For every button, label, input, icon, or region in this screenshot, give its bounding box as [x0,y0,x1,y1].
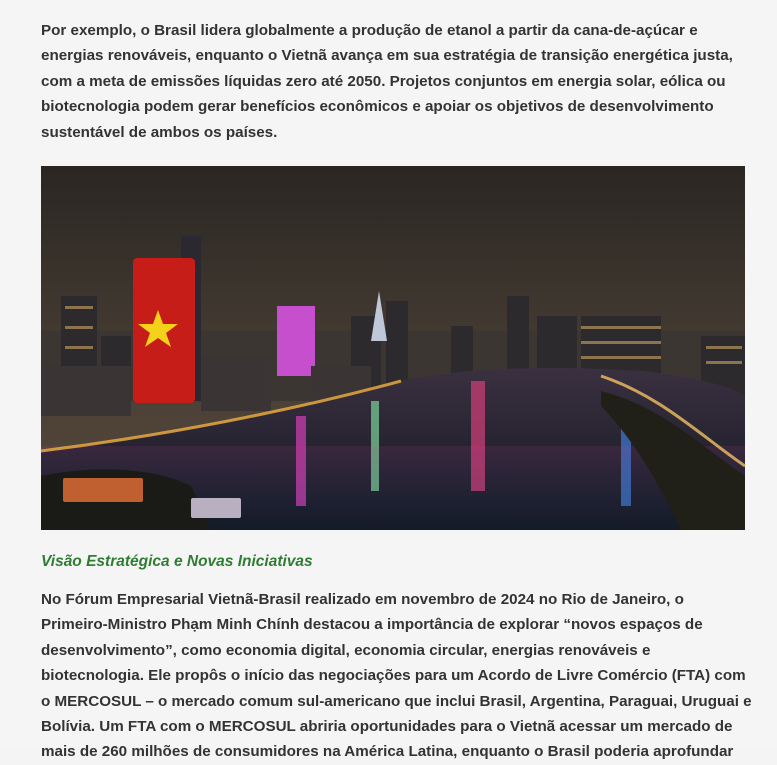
city-night-skyline-image [41,166,745,530]
section-heading: Visão Estratégica e Novas Iniciativas [41,553,313,570]
article-paragraph-1: Por exemplo, o Brasil lidera globalmente a produção de etanol a partir da cana-de-açúcar e energias renováveis, enquanto o Vietnã avança em sua estratégia de transição energética justa, com a meta de emissões líquidas zero até 2050. Projetos conjuntos em energia solar, eólica ou biotecnologia podem gerar benefícios econômicos e apoiar os objetivos de desenvolvimento sustentável de ambos os países. [41,22,733,141]
article-paragraph-2: No Fórum Empresarial Vietnã-Brasil realizado em novembro de 2024 no Rio de Janeiro, o Primeiro-Ministro Phạm Minh Chính destacou a importância de explorar “novos espaços de desenvolvimento”, como economia digital, economia circular, energias renováveis e biotecnologia. Ele propôs o início das negociações para um Acordo de Livre Comércio (FTA) com o MERCOSUL – o mercado comum sul-americano que inclui Brasil, Argentina, Paraguai, Uruguai e Bolívia. Um FTA com o MERCOSUL abriria oportunidades para o Vietnã acessar um mercado de mais de 260 milhões de consumidores na América Latina, enquanto o Brasil poderia aprofundar [41,591,752,761]
article-photo [41,166,745,530]
